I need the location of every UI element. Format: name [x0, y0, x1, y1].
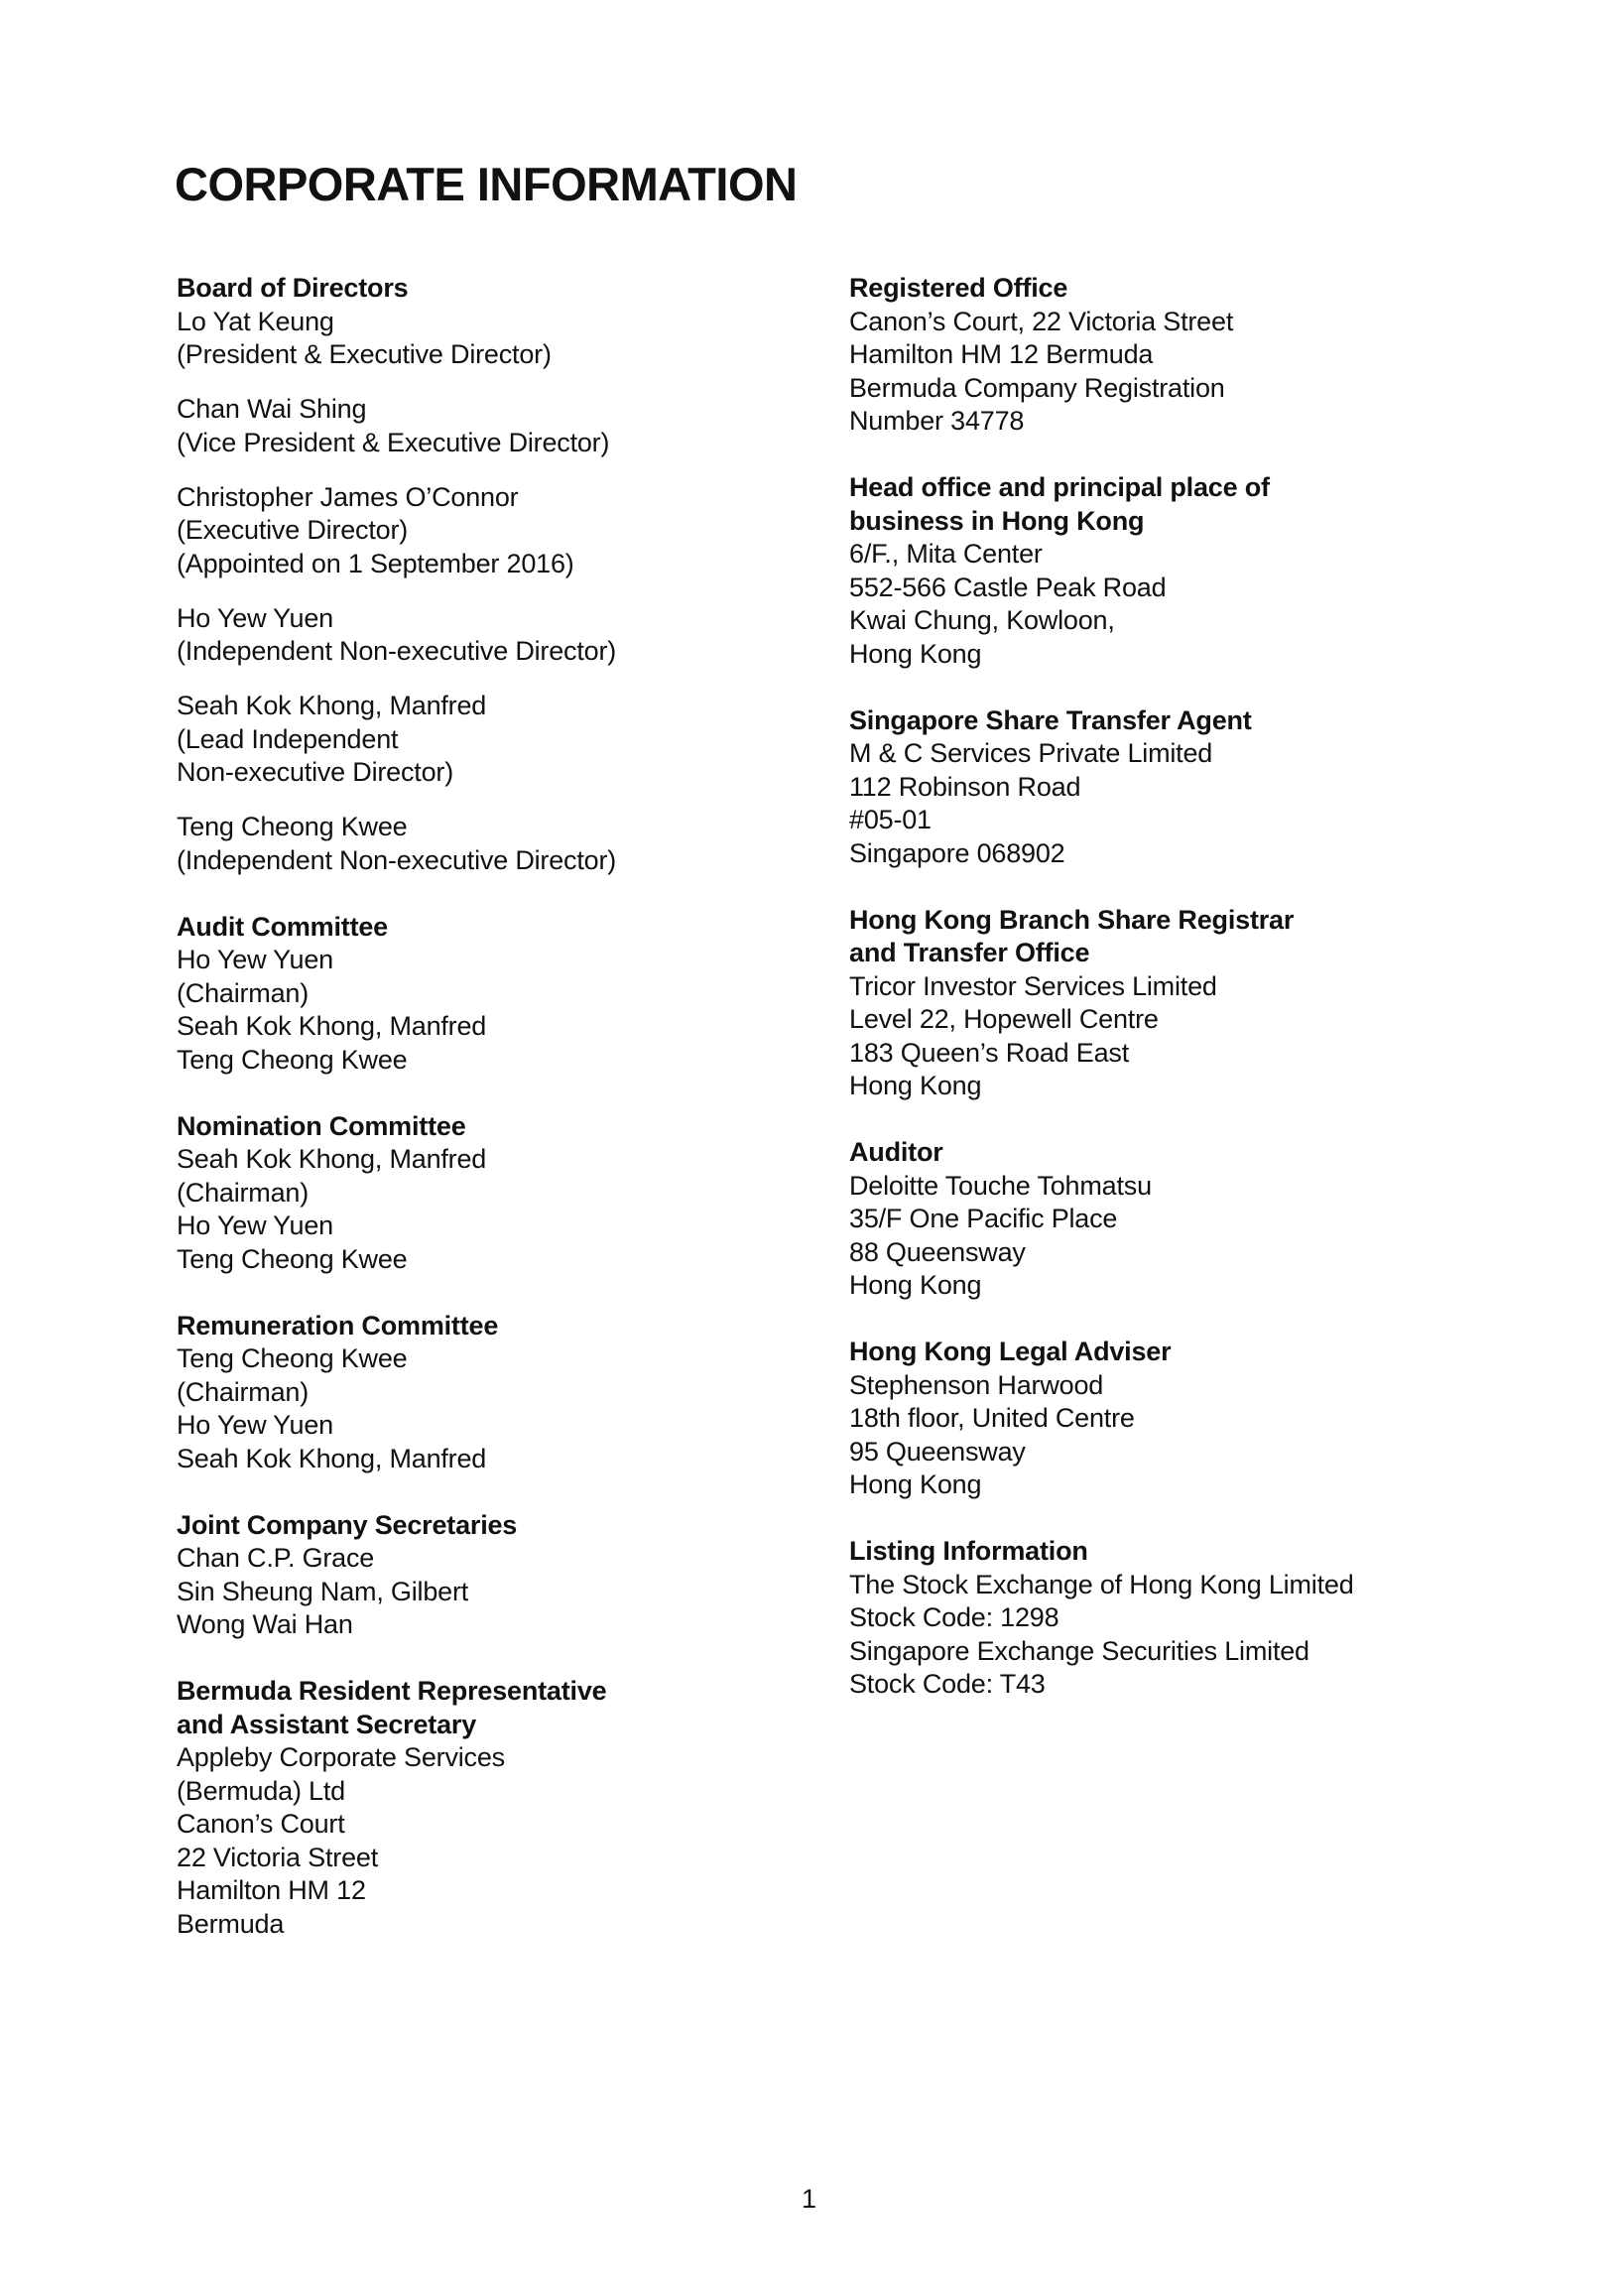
section-title: and Assistant Secretary: [177, 1709, 477, 1739]
section-title: Auditor: [849, 1137, 943, 1167]
right-column: [849, 272, 1484, 1734]
director-name: Chan Wai Shing: [177, 394, 367, 424]
section-remuneration-committee: [177, 1310, 811, 1476]
section-line: Singapore 068902: [849, 837, 1065, 868]
section-line: Tricor Investor Services Limited: [849, 970, 1217, 1001]
section-title: Registered Office: [849, 273, 1068, 303]
section-nomination-committee: [177, 1110, 811, 1277]
section-line: Bermuda Company Registration: [849, 372, 1225, 403]
section-line: Stock Code: T43: [849, 1669, 1046, 1699]
section-line: Teng Cheong Kwee: [177, 1343, 408, 1373]
section-line: 88 Queensway: [849, 1236, 1026, 1267]
director-name: Lo Yat Keung: [177, 306, 334, 336]
section-head-office-and-principal-place-of-business-in-hong-kong: [849, 471, 1484, 671]
section-line: Ho Yew Yuen: [177, 1410, 333, 1440]
section-line: Sin Sheung Nam, Gilbert: [177, 1576, 469, 1606]
section-title: Nomination Committee: [177, 1110, 466, 1141]
section-registered-office: [849, 272, 1484, 439]
director-entry: [177, 481, 811, 581]
section-line: (Chairman): [177, 977, 310, 1008]
section-line: Hamilton HM 12: [177, 1875, 366, 1905]
section-bermuda-resident-representative-and-assistant-secretary: [177, 1675, 811, 1941]
section-line: 35/F One Pacific Place: [849, 1204, 1118, 1233]
director-role: (President & Executive Director): [177, 339, 552, 369]
section-title: Hong Kong Branch Share Registrar: [849, 904, 1295, 935]
section-board-of-directors: [177, 272, 811, 877]
section-line: Singapore Exchange Securities Limited: [849, 1635, 1309, 1666]
section-listing-information: [849, 1535, 1484, 1702]
section-line: Deloitte Touche Tohmatsu: [849, 1170, 1152, 1201]
section-hong-kong-branch-share-registrar-and-transfer-office: [849, 904, 1484, 1103]
section-line: 183 Queen’s Road East: [849, 1037, 1130, 1068]
section-title: Head office and principal place of: [849, 472, 1270, 502]
section-title: Board of Directors: [177, 273, 409, 303]
section-line: Canon’s Court: [177, 1809, 345, 1839]
section-line: Hong Kong: [849, 1071, 982, 1100]
section-line: Teng Cheong Kwee: [177, 1044, 408, 1075]
director-role: (Independent Non-executive Director): [177, 844, 617, 875]
section-line: Level 22, Hopewell Centre: [849, 1004, 1159, 1034]
director-entry: [177, 811, 811, 877]
director-role: (Independent Non-executive Director): [177, 636, 617, 666]
section-line: Teng Cheong Kwee: [177, 1243, 408, 1274]
section-title: Singapore Share Transfer Agent: [849, 704, 1252, 735]
section-line: (Chairman): [177, 1376, 310, 1407]
director-role: (Lead Independent: [177, 723, 399, 754]
director-role: (Appointed on 1 September 2016): [177, 548, 574, 578]
section-title: and Transfer Office: [849, 938, 1090, 967]
section-title: Joint Company Secretaries: [177, 1509, 518, 1540]
section-line: Canon’s Court, 22 Victoria Street: [849, 306, 1234, 336]
section-line: Seah Kok Khong, Manfred: [177, 1011, 487, 1041]
section-line: Appleby Corporate Services: [177, 1742, 505, 1772]
section-line: Hamilton HM 12 Bermuda: [849, 339, 1154, 369]
section-line: Seah Kok Khong, Manfred: [177, 1144, 487, 1174]
section-line: Ho Yew Yuen: [177, 1211, 333, 1240]
section-line: Chan C.P. Grace: [177, 1543, 375, 1573]
director-entry: [177, 393, 811, 459]
section-title: Hong Kong Legal Adviser: [849, 1337, 1172, 1366]
section-title: Bermuda Resident Representative: [177, 1676, 607, 1706]
director-role: (Vice President & Executive Director): [177, 427, 610, 457]
director-entry: [177, 690, 811, 790]
section-line: Hong Kong: [849, 1469, 982, 1499]
page-number: 1: [801, 2184, 817, 2214]
section-title: Listing Information: [849, 1536, 1088, 1566]
section-audit-committee: [177, 911, 811, 1078]
section-line: 6/F., Mita Center: [849, 539, 1043, 569]
director-name: Seah Kok Khong, Manfred: [177, 691, 487, 720]
section-line: Ho Yew Yuen: [177, 945, 333, 974]
section-line: Hong Kong: [849, 1270, 982, 1300]
director-name: Ho Yew Yuen: [177, 602, 333, 633]
section-title: Remuneration Committee: [177, 1310, 499, 1340]
section-line: (Bermuda) Ltd: [177, 1775, 345, 1806]
section-line: 552-566 Castle Peak Road: [849, 572, 1167, 602]
section-line: Number 34778: [849, 406, 1025, 436]
page-title: CORPORATE INFORMATION: [175, 158, 798, 210]
section-line: Wong Wai Han: [177, 1609, 353, 1639]
director-entry: [177, 306, 811, 372]
board-entries: [177, 306, 811, 878]
left-column: [177, 272, 811, 1975]
section-title: Audit Committee: [177, 911, 389, 942]
section-line: 18th floor, United Centre: [849, 1403, 1135, 1433]
section-line: #05-01: [849, 805, 932, 834]
director-name: Teng Cheong Kwee: [177, 812, 408, 841]
section-joint-company-secretaries: [177, 1509, 811, 1642]
section-line: Hong Kong: [849, 638, 982, 669]
section-hong-kong-legal-adviser: [849, 1336, 1484, 1502]
section-line: Kwai Chung, Kowloon,: [849, 605, 1115, 635]
section-title: business in Hong Kong: [849, 505, 1145, 536]
section-line: The Stock Exchange of Hong Kong Limited: [849, 1569, 1354, 1599]
left-sections: [177, 911, 811, 1942]
section-line: (Chairman): [177, 1177, 310, 1208]
director-role: Non-executive Director): [177, 757, 453, 787]
right-sections: [849, 272, 1484, 1702]
section-line: Stock Code: 1298: [849, 1602, 1059, 1632]
section-line: Stephenson Harwood: [849, 1369, 1104, 1400]
section-line: 112 Robinson Road: [849, 771, 1081, 802]
section-auditor: [849, 1136, 1484, 1303]
section-singapore-share-transfer-agent: [849, 704, 1484, 871]
section-line: M & C Services Private Limited: [849, 738, 1213, 768]
director-name: Christopher James O’Connor: [177, 481, 519, 512]
section-line: 95 Queensway: [849, 1436, 1026, 1467]
section-line: Bermuda: [177, 1908, 285, 1939]
director-role: (Executive Director): [177, 515, 409, 545]
section-line: 22 Victoria Street: [177, 1842, 379, 1872]
section-line: Seah Kok Khong, Manfred: [177, 1443, 487, 1473]
director-entry: [177, 602, 811, 669]
